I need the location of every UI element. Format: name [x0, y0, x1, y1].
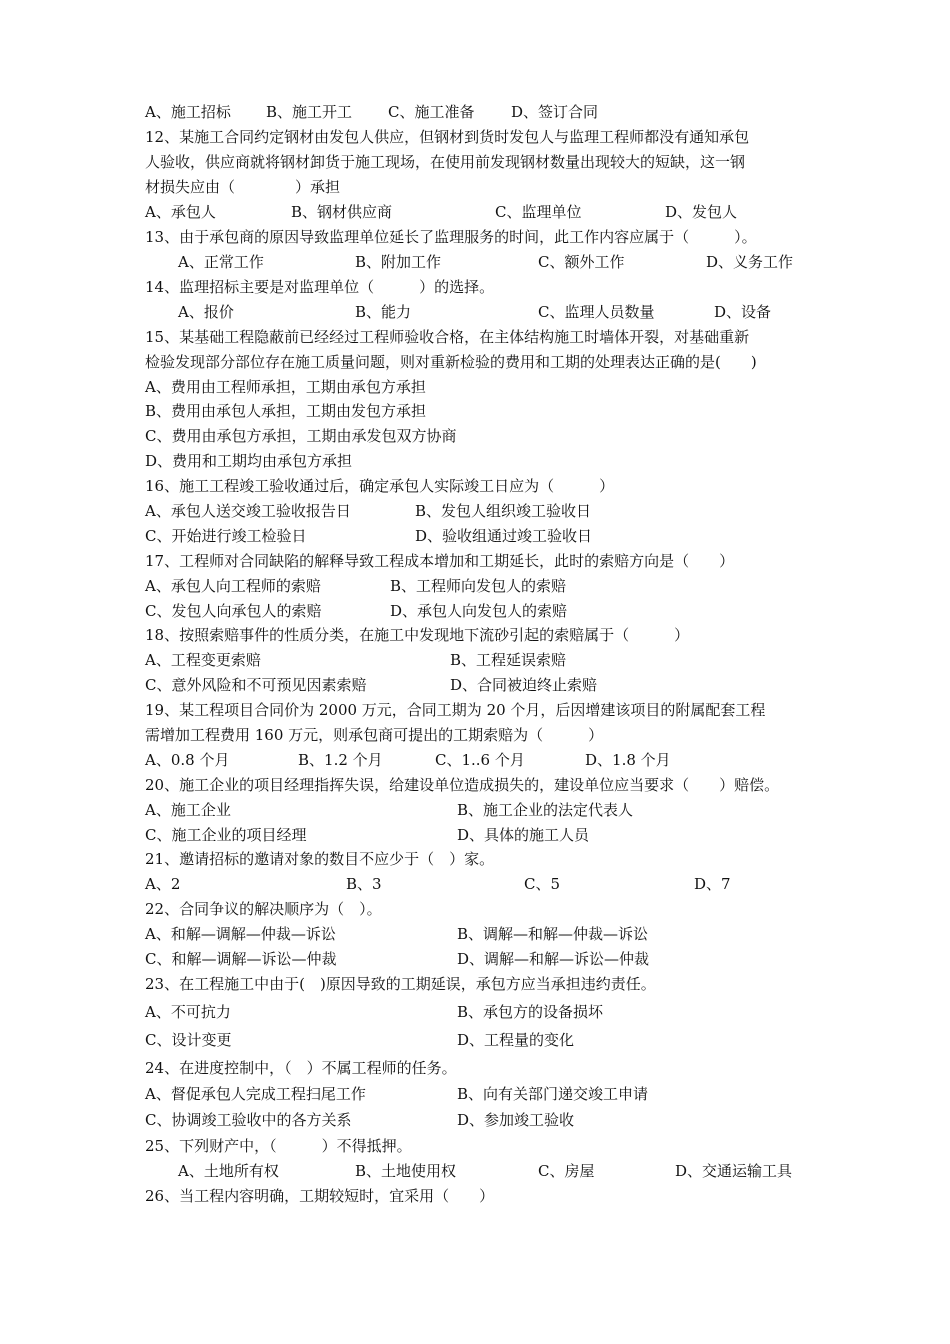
answer-option: B、工程师向发包人的索赔: [390, 577, 567, 595]
answer-option: B、向有关部门递交竣工申请: [457, 1085, 649, 1103]
text-line: 15、某基础工程隐蔽前已经经过工程师验收合格，在主体结构施工时墙体开裂，对基础重新: [145, 328, 750, 346]
answer-option: B、1.2 个月: [298, 751, 383, 769]
answer-option: D、调解—和解—诉讼—仲裁: [457, 950, 650, 968]
answer-option: B、附加工作: [355, 253, 442, 271]
answer-option: B、承包方的设备损坏: [457, 1003, 604, 1021]
answer-option: C、监理单位: [495, 203, 582, 221]
answer-option: A、和解—调解—仲裁—诉讼: [145, 925, 336, 943]
answer-option: B、土地使用权: [355, 1162, 457, 1180]
answer-option: A、土地所有权: [178, 1162, 279, 1180]
answer-option: C、施工企业的项目经理: [145, 826, 307, 844]
answer-option: A、正常工作: [178, 253, 264, 271]
text-line: 20、施工企业的项目经理指挥失误，给建设单位造成损失的，建设单位应当要求（ ）赔偿。: [145, 776, 780, 794]
answer-option: C、监理人员数量: [538, 303, 655, 321]
text-line: 材损失应由（ ）承担: [145, 178, 341, 196]
answer-option: A、施工招标: [145, 103, 231, 121]
answer-option: C、1..6 个月: [435, 751, 525, 769]
answer-option: B、工程延误索赔: [450, 651, 567, 669]
answer-option: D、发包人: [665, 203, 738, 221]
answer-option: B、钢材供应商: [291, 203, 393, 221]
text-line: A、费用由工程师承担，工期由承包方承担: [145, 378, 426, 396]
answer-option: C、协调竣工验收中的各方关系: [145, 1111, 352, 1129]
text-line: 需增加工程费用 160 万元，则承包商可提出的工期索赔为（ ）: [145, 726, 604, 744]
answer-option: D、合同被迫终止索赔: [450, 676, 598, 694]
answer-option: D、承包人向发包人的索赔: [390, 602, 568, 620]
answer-option: C、发包人向承包人的索赔: [145, 602, 322, 620]
answer-option: C、开始进行竣工检验日: [145, 527, 307, 545]
text-line: D、费用和工期均由承包方承担: [145, 452, 353, 470]
answer-option: A、2: [145, 875, 181, 893]
answer-option: A、不可抗力: [145, 1003, 231, 1021]
answer-option: D、工程量的变化: [457, 1031, 575, 1049]
answer-option: C、设计变更: [145, 1031, 232, 1049]
answer-option: D、7: [694, 875, 731, 893]
answer-option: B、调解—和解—仲裁—诉讼: [457, 925, 649, 943]
text-line: C、费用由承包方承担，工期由承发包双方协商: [145, 427, 457, 445]
answer-option: D、义务工作: [706, 253, 794, 271]
text-line: 19、某工程项目合同价为 2000 万元，合同工期为 20 个月，后因增建该项目的附属配套工程: [145, 701, 766, 719]
answer-option: A、0.8 个月: [145, 751, 230, 769]
answer-option: D、具体的施工人员: [457, 826, 590, 844]
answer-option: A、督促承包人完成工程扫尾工作: [145, 1085, 366, 1103]
text-line: 13、由于承包商的原因导致监理单位延长了监理服务的时间，此工作内容应属于（ ）。: [145, 228, 757, 246]
text-line: 18、按照索赔事件的性质分类，在施工中发现地下流砂引起的索赔属于（ ）: [145, 626, 690, 644]
answer-option: C、和解—调解—诉讼—仲裁: [145, 950, 337, 968]
text-line: 22、合同争议的解决顺序为（ ）。: [145, 900, 382, 918]
answer-option: C、施工准备: [388, 103, 475, 121]
text-line: 检验发现部分部位存在施工质量问题，则对重新检验的费用和工期的处理表达正确的是( ): [145, 353, 757, 371]
text-line: 26、当工程内容明确，工期较短时，宜采用（ ）: [145, 1187, 495, 1205]
text-line: 12、某施工合同约定钢材由发包人供应，但钢材到货时发包人与监理工程师都没有通知承包: [145, 128, 750, 146]
text-line: 14、监理招标主要是对监理单位（ ）的选择。: [145, 278, 495, 296]
answer-option: C、额外工作: [538, 253, 625, 271]
text-line: 人验收，供应商就将钢材卸货于施工现场，在使用前发现钢材数量出现较大的短缺，这一钢: [145, 153, 746, 171]
answer-option: D、签订合同: [511, 103, 599, 121]
answer-option: B、3: [346, 875, 382, 893]
answer-option: D、参加竣工验收: [457, 1111, 575, 1129]
text-line: 24、在进度控制中，（ ）不属工程师的任务。: [145, 1059, 457, 1077]
answer-option: B、能力: [355, 303, 412, 321]
answer-option: A、承包人: [145, 203, 216, 221]
answer-option: B、发包人组织竣工验收日: [415, 502, 592, 520]
text-line: 17、工程师对合同缺陷的解释导致工程成本增加和工期延长，此时的索赔方向是（ ）: [145, 552, 735, 570]
answer-option: B、施工开工: [266, 103, 353, 121]
text-line: 16、施工工程竣工验收通过后，确定承包人实际竣工日应为（ ）: [145, 477, 615, 495]
answer-option: C、5: [524, 875, 561, 893]
answer-option: C、意外风险和不可预见因素索赔: [145, 676, 367, 694]
text-line: 25、下列财产中，（ ）不得抵押。: [145, 1137, 412, 1155]
answer-option: A、报价: [178, 303, 234, 321]
text-line: 21、邀请招标的邀请对象的数目不应少于（ ）家。: [145, 850, 495, 868]
answer-option: D、设备: [714, 303, 772, 321]
text-line: 23、在工程施工中由于( )原因导致的工期延误，承包方应当承担违约责任。: [145, 975, 656, 993]
answer-option: C、房屋: [538, 1162, 595, 1180]
text-line: B、费用由承包人承担，工期由发包方承担: [145, 402, 427, 420]
answer-option: D、验收组通过竣工验收日: [415, 527, 593, 545]
answer-option: D、交通运输工具: [675, 1162, 793, 1180]
answer-option: B、施工企业的法定代表人: [457, 801, 634, 819]
answer-option: D、1.8 个月: [585, 751, 671, 769]
answer-option: A、施工企业: [145, 801, 231, 819]
answer-option: A、承包人向工程师的索赔: [145, 577, 321, 595]
answer-option: A、承包人送交竣工验收报告日: [145, 502, 351, 520]
answer-option: A、工程变更索赔: [145, 651, 261, 669]
